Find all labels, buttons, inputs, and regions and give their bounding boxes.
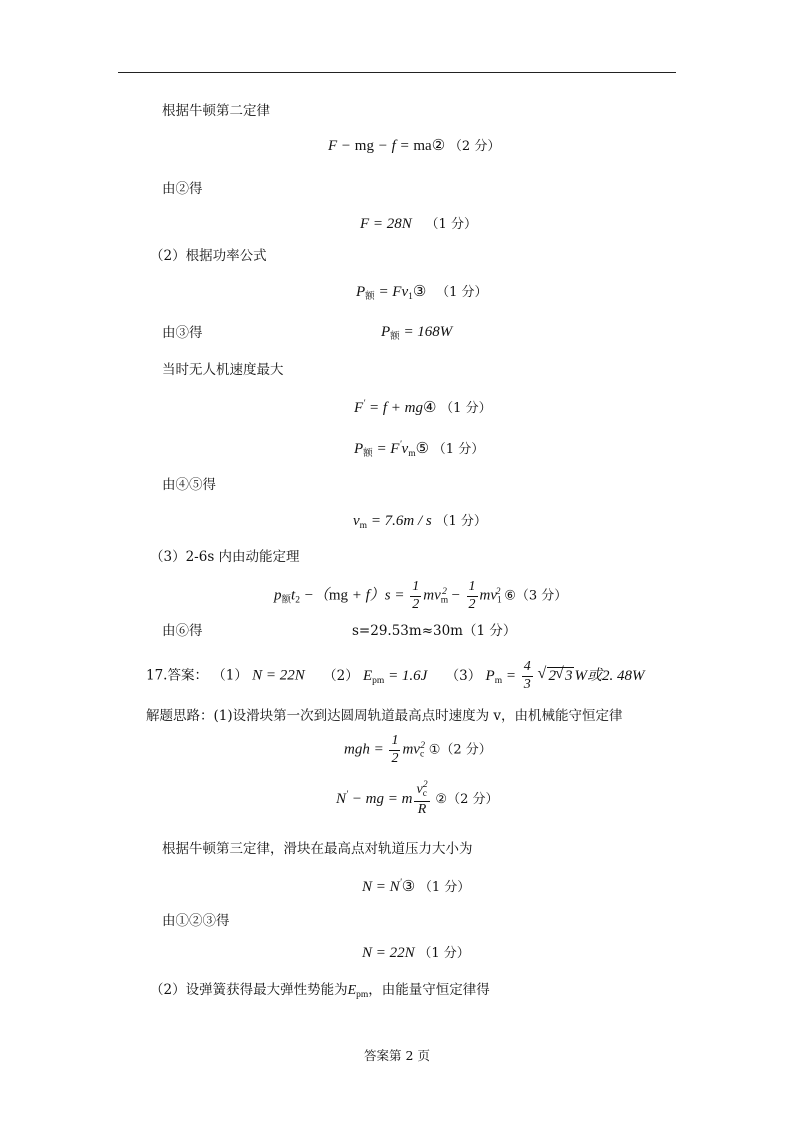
answer-2: $E_{pm} = 1.6J$ bbox=[363, 667, 428, 686]
answer-1: N = 22N bbox=[252, 667, 305, 684]
score-note: ⑥（3 分） bbox=[504, 588, 568, 604]
score-note: （1 分） bbox=[440, 401, 492, 416]
score-note: （1 分） bbox=[435, 514, 487, 529]
part-3-label: （3） bbox=[445, 667, 482, 684]
text-newton-third-law: 根据牛顿第三定律，滑块在最高点对轨道压力大小为 bbox=[162, 841, 473, 857]
text-from-4-5: 由④⑤得 bbox=[162, 477, 216, 493]
equation-vm: $v_m = 7.6m / s$ （1 分） bbox=[353, 513, 487, 531]
score-note: （2 分） bbox=[448, 139, 501, 154]
text-solution-idea: 解题思路：(1)设滑块第一次到达圆周轨道最高点时速度为 v，由机械能守恒定律 bbox=[146, 708, 623, 724]
equation-F-value: F = 28N （1 分） bbox=[360, 216, 477, 232]
text-newton-second-law: 根据牛顿第二定律 bbox=[162, 103, 270, 119]
score-note: （1 分） bbox=[425, 217, 477, 232]
fraction: $\frac{1}{2}$ bbox=[412, 579, 420, 612]
answer-17 bbox=[146, 660, 644, 692]
equation-6: $p_额t_2 -(mg + f)s$ = $\frac{1}{2}$ $mv_m^2$ − $\frac{1}{2}$ $mv_1^2$ ⑥（3 分） bbox=[274, 579, 568, 612]
symbol-Epm: $E_{pm}$ bbox=[347, 983, 369, 1000]
equation-2: F − mg − f = ma② （2 分） bbox=[328, 138, 501, 154]
text-spring-energy bbox=[150, 984, 490, 1001]
part-1-label: （1） bbox=[212, 667, 248, 684]
equation-4: F' = f + mg④ （1 分） bbox=[354, 399, 492, 416]
answer-label: 17.答案： bbox=[146, 667, 208, 684]
score-note: （1 分） bbox=[432, 442, 485, 457]
equation-N-value: N = 22N （1 分） bbox=[362, 945, 470, 961]
part-2-label: （2） bbox=[323, 667, 359, 684]
text-from-1-2-3: 由①②③得 bbox=[162, 913, 230, 929]
equation-3: $P_额$ = $Fv_1③$ （1 分） bbox=[356, 284, 488, 302]
fraction: $\frac{1}{2}$ bbox=[468, 579, 476, 612]
score-note: ①（2 分） bbox=[428, 742, 492, 758]
sqrt: √ 2√ 3 bbox=[538, 669, 574, 684]
result-distance: s=29.53m≈30m（1 分） bbox=[352, 623, 517, 639]
text-from-3: 由③得 bbox=[162, 325, 203, 341]
answer-3: $P_m$ = $\frac{4}{3}$ √ 2√ 3 W或2. 48W bbox=[486, 668, 645, 684]
fraction: $\frac{1}{2}$ bbox=[391, 733, 399, 766]
score-note: ②（2 分） bbox=[435, 791, 499, 807]
score-note: （1 分） bbox=[436, 285, 488, 300]
text-from-6: 由⑥得 bbox=[162, 623, 203, 639]
text-spring-energy-b: ，由能量守恒定律得 bbox=[368, 982, 490, 998]
score-note: （1 分） bbox=[418, 946, 470, 961]
score-note: （1 分） bbox=[418, 880, 471, 895]
equation-3b: N = N'③ （1 分） bbox=[362, 878, 471, 895]
text-from-2: 由②得 bbox=[162, 181, 203, 197]
equation-force-2: N' − mg = m $\frac{v_c^2}{R}$ ②（2 分） bbox=[336, 780, 499, 817]
answer-3-tail: W或2. 48W bbox=[574, 667, 645, 684]
page-footer: 答案第 2 页 bbox=[364, 1048, 430, 1063]
header-rule bbox=[118, 72, 676, 73]
equation-P-value: $P_额 = 168W$ bbox=[381, 324, 453, 342]
text-power-formula: （2）根据功率公式 bbox=[150, 248, 267, 264]
text-max-speed: 当时无人机速度最大 bbox=[162, 362, 284, 378]
text-kinetic-energy-theorem: （3）2-6s 内由动能定理 bbox=[150, 549, 300, 565]
equation-5: $P_额$ = $F'v_m⑤$ （1 分） bbox=[354, 440, 485, 459]
text-spring-energy-a: （2）设弹簧获得最大弹性势能为 bbox=[150, 982, 348, 998]
fraction: $\frac{v_c^2}{R}$ bbox=[416, 780, 428, 817]
fraction: $\frac{4}{3}$ bbox=[523, 659, 531, 692]
equation-energy-1: mgh = $\frac{1}{2}$ $mv_c^2$ ①（2 分） bbox=[344, 733, 492, 766]
